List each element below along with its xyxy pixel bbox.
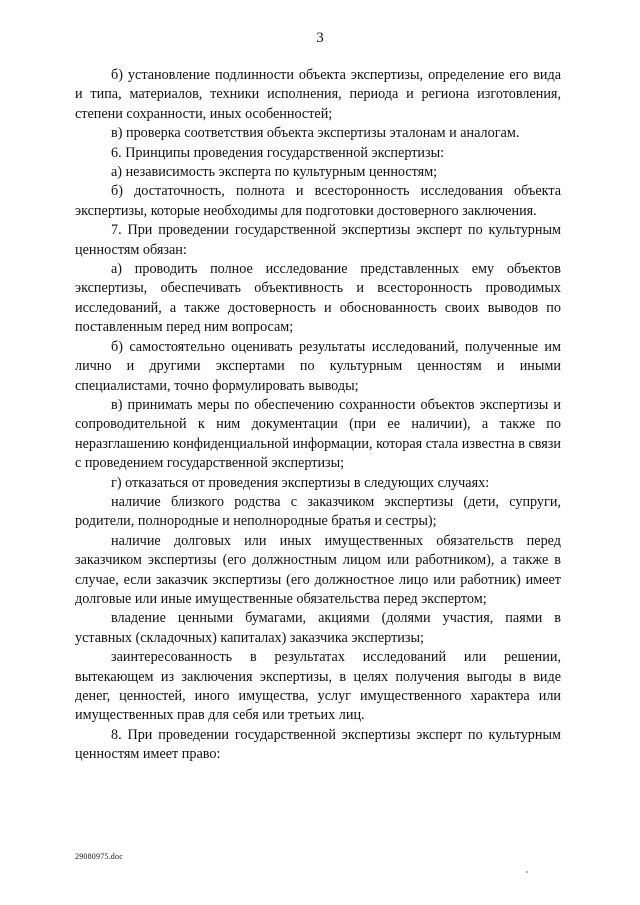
paragraph-1b: б) установление подлинности объекта экспертизы, определение его вида и типа, материалов, техники исполнения, периода и региона изготовления, степени сохранности, иных особенностей; — [75, 67, 561, 122]
paragraph-7a: а) проводить полное исследование представленных ему объектов экспертизы, обеспечивать объективность и всесторонность проводимых исследований, а также достоверность и обоснованность своих выводов по поставленным перед ним вопросам; — [75, 261, 561, 336]
paragraph-6b: б) достаточность, полнота и всесторонность исследования объекта экспертизы, которые необходимы для подготовки достоверного заключения. — [75, 183, 561, 219]
paragraph-7g: г) отказаться от проведения экспертизы в следующих случаях: — [111, 474, 490, 491]
document-body — [75, 66, 561, 765]
paragraph-7g-case-kinship: наличие близкого родства с заказчиком экспертизы (дети, супруги, родители, полнородные и неполнородные братья и сестры); — [75, 493, 561, 530]
paragraph-7v: в) принимать меры по обеспечению сохранности объектов экспертизы и сопроводительной к ним документации (при ее наличии), а также по неразглашению конфиденциальной информации, которая стала известна в связи с проведением государственной экспертизы; — [75, 396, 561, 472]
paragraph-6a: а) независимость эксперта по культурным ценностям; — [111, 164, 438, 181]
paragraph-1v: в) проверка соответствия объекта экспертизы эталонам и аналогам. — [111, 125, 520, 142]
paragraph-7g-case-obligations: наличие долговых или иных имущественных обязательств перед заказчиком экспертизы (его должностным лицом или работником), а также в случае, если заказчик экспертизы (его должностное лицо или работник) имеет долговые или иные имущественные обязательства перед экспертом; — [75, 532, 561, 607]
footer-filename: 29080975.doc — [75, 852, 123, 861]
paragraph-7-heading: 7. При проведении государственной экспертизы эксперт по культурным ценностям обязан: — [75, 222, 561, 258]
page-number: 3 — [316, 30, 324, 46]
paragraph-7b: б) самостоятельно оценивать результаты исследований, полученные им лично и другими экспертами по культурным ценностям и иными специалистами, точно формулировать выводы; — [75, 338, 561, 394]
paragraph-7g-case-securities: владение ценными бумагами, акциями (долями участия, паями в уставных (складочных) капиталах) заказчика экспертизы; — [75, 610, 561, 646]
paragraph-7g-case-interest: заинтересованность в результатах исследований или решении, вытекающем из заключения экспертизы, в целях получения выгоды в виде денег, ценностей, иного имущества, услуг имущественного характера или имущественных прав для себя или третьих лиц. — [75, 649, 561, 724]
paragraph-6-heading: 6. Принципы проведения государственной экспертизы: — [111, 144, 445, 161]
paragraph-8-heading: 8. При проведении государственной экспертизы эксперт по культурным ценностям имеет право: — [75, 726, 561, 763]
scan-speck — [526, 871, 528, 873]
